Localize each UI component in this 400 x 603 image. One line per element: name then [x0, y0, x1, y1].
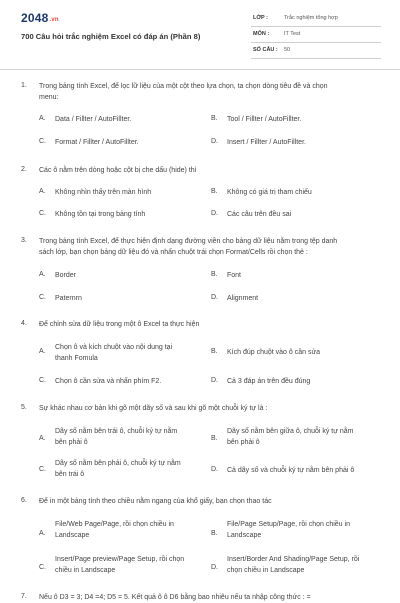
option-letter: A.	[39, 271, 46, 278]
header-divider	[0, 69, 400, 70]
option-a[interactable]	[55, 426, 177, 448]
option-text-line: bên trái ô	[55, 471, 85, 478]
option-text-line: chọn chiều in Landscape	[227, 567, 305, 574]
option-letter: B.	[211, 435, 218, 442]
meta-value: Trắc nghiệm tổng hợp	[284, 15, 338, 21]
option-text-line: Chọn ô và kích chuột vào nội dung tại	[55, 344, 173, 351]
question-number: 4.	[21, 320, 27, 327]
meta-value: IT Test	[284, 31, 301, 37]
option-c[interactable]	[55, 458, 181, 480]
option-b[interactable]	[227, 347, 320, 358]
option-text-line: bên phải ô	[55, 439, 88, 446]
option-c[interactable]	[55, 209, 145, 220]
meta-row-class	[251, 11, 381, 27]
meta-value: 50	[284, 47, 291, 53]
option-b[interactable]	[227, 114, 301, 125]
option-a[interactable]	[55, 114, 131, 125]
option-letter: A.	[39, 435, 46, 442]
option-text: Cả 3 đáp án trên đều đúng	[227, 378, 311, 385]
option-letter: D.	[211, 210, 218, 217]
option-text-line: bên phải ô	[227, 439, 260, 446]
option-text: Paternrn	[55, 295, 82, 302]
question-text-line: Trong bảng tính Excel, để thực hiện định dạng đường viền cho bảng dữ liệu nằm trong tệp danh	[39, 238, 338, 245]
option-d[interactable]	[227, 554, 359, 576]
option-text: Chọn ô cần sửa và nhấn phím F2.	[55, 378, 162, 385]
logo-main: 2048	[21, 11, 49, 25]
option-letter: A.	[39, 348, 46, 355]
option-d[interactable]	[227, 465, 354, 476]
option-text: Format / Fillter / AutoFillter.	[55, 139, 139, 146]
question-text-line: Để chỉnh sửa dữ liệu trong một ô Excel ta thực hiện	[39, 321, 200, 328]
document-title: 700 Câu hỏi trắc nghiệm Excel có đáp án (Phần 8)	[21, 32, 201, 41]
option-d[interactable]	[227, 137, 306, 148]
meta-table	[251, 11, 381, 59]
option-text-line: Insert/Page preview/Page Setup, rồi chọn	[55, 556, 185, 563]
question-text	[39, 592, 311, 603]
option-text-line: Dãy số nằm bên giữa ô, chuỗi ký tự nằm	[227, 428, 354, 435]
option-text: Không nhìn thấy trên màn hình	[55, 189, 152, 196]
option-text: Border	[55, 272, 77, 279]
option-text-line: Insert/Border And Shading/Page Setup, rồi	[227, 556, 360, 563]
question-number: 6.	[21, 497, 27, 504]
option-letter: D.	[211, 564, 218, 571]
option-letter: C.	[39, 377, 46, 384]
meta-label: MÔN :	[253, 31, 270, 37]
option-text: Cả dãy số và chuỗi ký tự nằm bên phải ô	[227, 467, 355, 474]
question-text-line: Trong bảng tính Excel, để lọc lữ liệu của một cột theo lựa chọn, ta chọn dòng tiêu đề và chọn	[39, 83, 328, 90]
option-text-line: Dãy số nằm bên trái ô, chuỗi ký tự nằm	[55, 428, 178, 435]
option-b[interactable]	[227, 187, 312, 198]
option-letter: B.	[211, 115, 218, 122]
option-text: Không có giá trị tham chiếu	[227, 189, 312, 196]
option-letter: B.	[211, 271, 218, 278]
option-letter: D.	[211, 294, 218, 301]
option-text-line: Landscape	[55, 532, 90, 539]
option-letter: C.	[39, 138, 46, 145]
option-letter: D.	[211, 466, 218, 473]
question-text-line: sách lớp, bạn chọn bảng dữ liệu đó và nhấn chuột trái chọn Format/Cells rồi chọn thẻ :	[39, 249, 308, 256]
option-letter: A.	[39, 115, 46, 122]
question-text-line: menu:	[39, 94, 59, 101]
question-text	[39, 81, 328, 103]
question-text-line: Để in một bảng tính theo chiều nằm ngang của khổ giấy, bạn chọn thao tác	[39, 498, 272, 505]
meta-label: LỚP :	[253, 15, 268, 21]
option-a[interactable]	[55, 187, 151, 198]
option-letter: A.	[39, 530, 46, 537]
header	[0, 0, 400, 66]
question-text	[39, 236, 337, 258]
option-d[interactable]	[227, 376, 310, 387]
option-text-line: File/Page Setup/Page, rồi chọn chiều in	[227, 521, 350, 528]
option-letter: C.	[39, 466, 46, 473]
option-d[interactable]	[227, 209, 291, 220]
option-letter: B.	[211, 348, 218, 355]
option-b[interactable]	[227, 426, 354, 448]
option-c[interactable]	[55, 554, 184, 576]
question-text	[39, 403, 267, 414]
option-text: Các câu trên đều sai	[227, 211, 292, 218]
option-letter: A.	[39, 188, 46, 195]
option-text-line: chiều in Landscape	[55, 567, 116, 574]
question-number: 7.	[21, 593, 27, 600]
option-a[interactable]	[55, 342, 172, 364]
option-a[interactable]	[55, 270, 76, 281]
option-text-line: Dãy số nằm bên phải ô, chuỗi ký tự nằm	[55, 460, 181, 467]
option-d[interactable]	[227, 293, 258, 304]
question-text-line: Sự khác nhau cơ bản khi gõ một dãy số và sau khi gõ một chuỗi ký tự là :	[39, 405, 268, 412]
option-b[interactable]	[227, 270, 241, 281]
option-text: Data / Fillter / AutoFillter.	[55, 116, 132, 123]
option-text: Tool / Fillter / AutoFillter.	[227, 116, 302, 123]
option-letter: C.	[39, 294, 46, 301]
question-number: 3.	[21, 237, 27, 244]
option-text-line: File/Web Page/Page, rồi chọn chiều in	[55, 521, 174, 528]
option-c[interactable]	[55, 376, 161, 387]
option-letter: D.	[211, 377, 218, 384]
option-a[interactable]	[55, 519, 174, 541]
option-text-line: thanh Fomula	[55, 355, 98, 362]
option-letter: C.	[39, 564, 46, 571]
question-number: 5.	[21, 404, 27, 411]
option-text: Insert / Fillter / AutoFillter.	[227, 139, 306, 146]
option-letter: C.	[39, 210, 46, 217]
meta-label: SỐ CÂU :	[253, 47, 278, 53]
option-c[interactable]	[55, 293, 82, 304]
option-letter: D.	[211, 138, 218, 145]
question-text	[39, 165, 197, 176]
option-text: Font	[227, 272, 242, 279]
meta-row-count	[251, 43, 381, 59]
logo-tld: .vn	[49, 17, 59, 23]
option-letter: B.	[211, 530, 218, 537]
meta-row-subject	[251, 27, 381, 43]
option-text: Alignment	[227, 295, 259, 302]
question-text-line: Nếu ô D3 = 3; D4 =4; D5 = 5. Kết quả ô ô D6 bằng bao nhiêu nếu ta nhập công thức : =	[39, 594, 311, 601]
question-text	[39, 496, 272, 507]
option-b[interactable]	[227, 519, 350, 541]
question-text	[39, 319, 199, 330]
question-number: 2.	[21, 166, 27, 173]
option-text: Kích đúp chuột vào ô cần sửa	[227, 349, 321, 356]
option-letter: B.	[211, 188, 218, 195]
option-c[interactable]	[55, 137, 139, 148]
site-logo[interactable]	[21, 11, 59, 25]
question-number: 1.	[21, 82, 27, 89]
question-text-line: Các ô nằm trên dòng hoặc cột bị che dấu (hide) thì	[39, 167, 197, 174]
option-text: Không tồn tại trong bảng tính	[55, 211, 146, 218]
option-text-line: Landscape	[227, 532, 262, 539]
